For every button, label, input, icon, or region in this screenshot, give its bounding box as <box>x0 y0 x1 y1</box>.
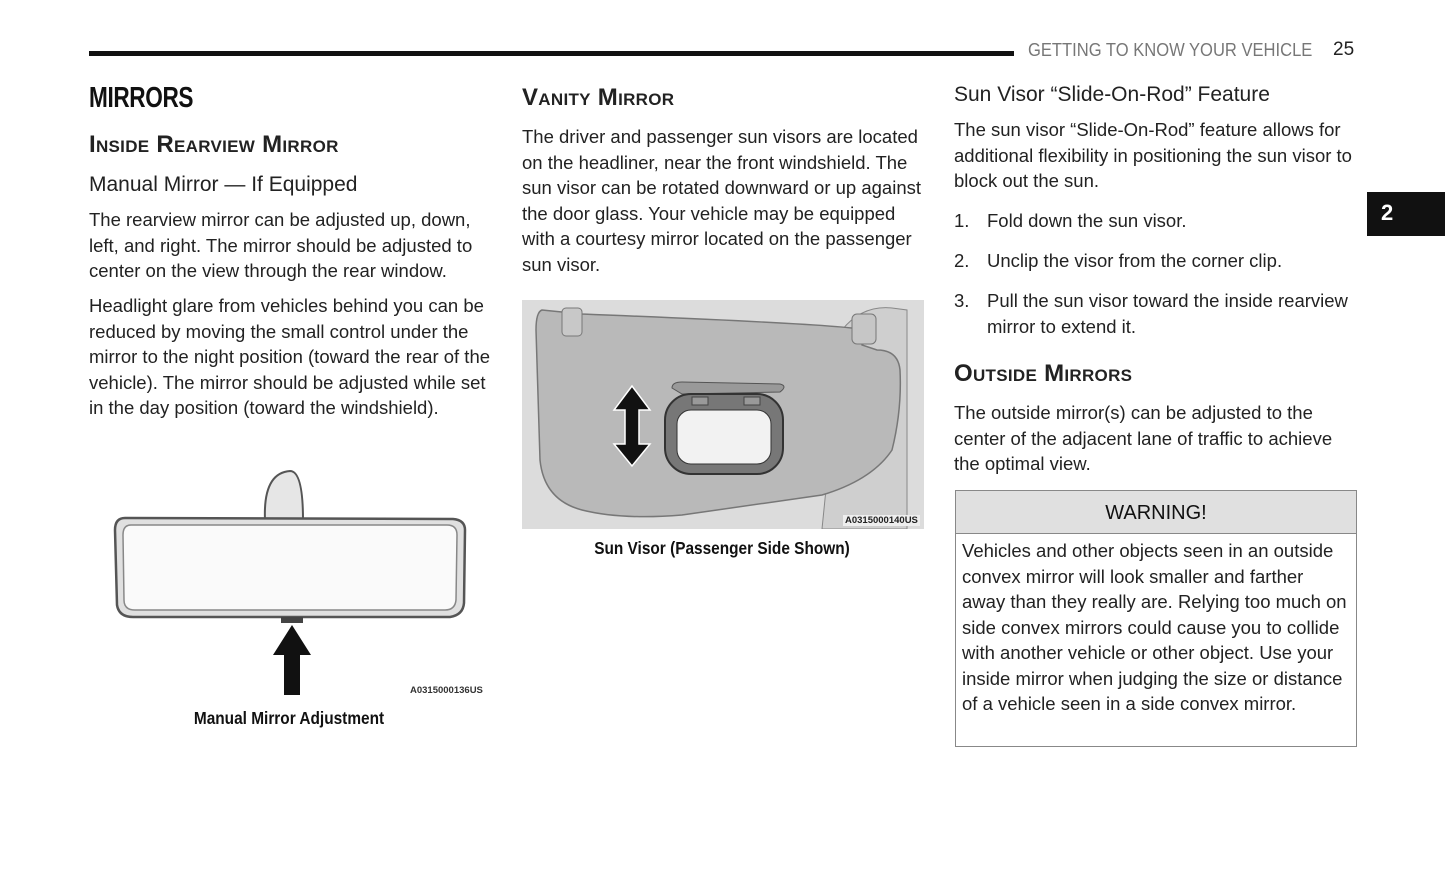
figure-code: A0315000140US <box>845 515 918 526</box>
sun-visor-figure <box>522 300 924 529</box>
paragraph: The rearview mirror can be adjusted up, down, left, and right. The mirror should be adjusted to center on the view through the rear window. <box>89 209 473 281</box>
paragraph: The driver and passenger sun visors are located on the headliner, near the front windshield. The sun visor can be rotated downward or up against the door glass. Your vehicle may be equipped with a courtesy mirror located on the passenger sun visor. <box>522 126 922 275</box>
sun-visor-illustration <box>522 300 924 529</box>
header-rule <box>89 51 1014 56</box>
chapter-tab[interactable] <box>1367 192 1445 236</box>
steps-list <box>954 208 1359 354</box>
warning-box <box>955 490 1357 747</box>
paragraph: Headlight glare from vehicles behind you can be reduced by moving the small control under the mirror to the night position (toward the rear of the vehicle). The mirror should be adjusted while set in the day position (toward the windshield). <box>89 295 491 418</box>
step-item: 1. Fold down the sun visor. <box>954 210 1187 231</box>
subsection-heading: Sun Visor “Slide-On-Rod” Feature <box>954 83 1270 106</box>
step-item: 3. Pull the sun visor toward the inside rearview mirror to extend it. <box>954 290 1348 337</box>
chapter-number: 2 <box>1381 200 1394 225</box>
page-number: 25 <box>1333 39 1355 60</box>
page-title: MIRRORS <box>89 82 194 114</box>
paragraph: The outside mirror(s) can be adjusted to the center of the adjacent lane of traffic to achieve the optimal view. <box>954 402 1333 474</box>
paragraph: The sun visor “Slide-On-Rod” feature allows for additional flexibility in positioning the sun visor to block out the sun. <box>954 119 1352 191</box>
header-section: GETTING TO KNOW YOUR VEHICLE <box>1028 40 1313 60</box>
figure-caption: Sun Visor (Passenger Side Shown) <box>594 538 850 558</box>
step-item: 2. Unclip the visor from the corner clip. <box>954 250 1283 271</box>
subsection-heading: Manual Mirror — If Equipped <box>89 173 358 196</box>
section-heading: Outside Mirrors <box>954 360 1133 387</box>
section-heading: Vanity Mirror <box>522 84 675 111</box>
arrow-up-icon <box>273 625 311 695</box>
figure-code: A0315000136US <box>410 685 483 696</box>
figure-caption: Manual Mirror Adjustment <box>193 708 385 728</box>
warning-title: WARNING! <box>956 491 1356 534</box>
warning-text: Vehicles and other objects seen in an outside convex mirror will look smaller and farther away than they really are. Relying too much on side convex mirrors could cause you to collide with another vehicle or other object. Use your inside mirror when judging the size or distance of a vehicle seen in a side convex mirror. <box>962 540 1347 714</box>
rearview-mirror-figure <box>105 465 495 705</box>
rearview-mirror-illustration <box>105 465 495 705</box>
section-heading: Inside Rearview Mirror <box>89 131 339 158</box>
